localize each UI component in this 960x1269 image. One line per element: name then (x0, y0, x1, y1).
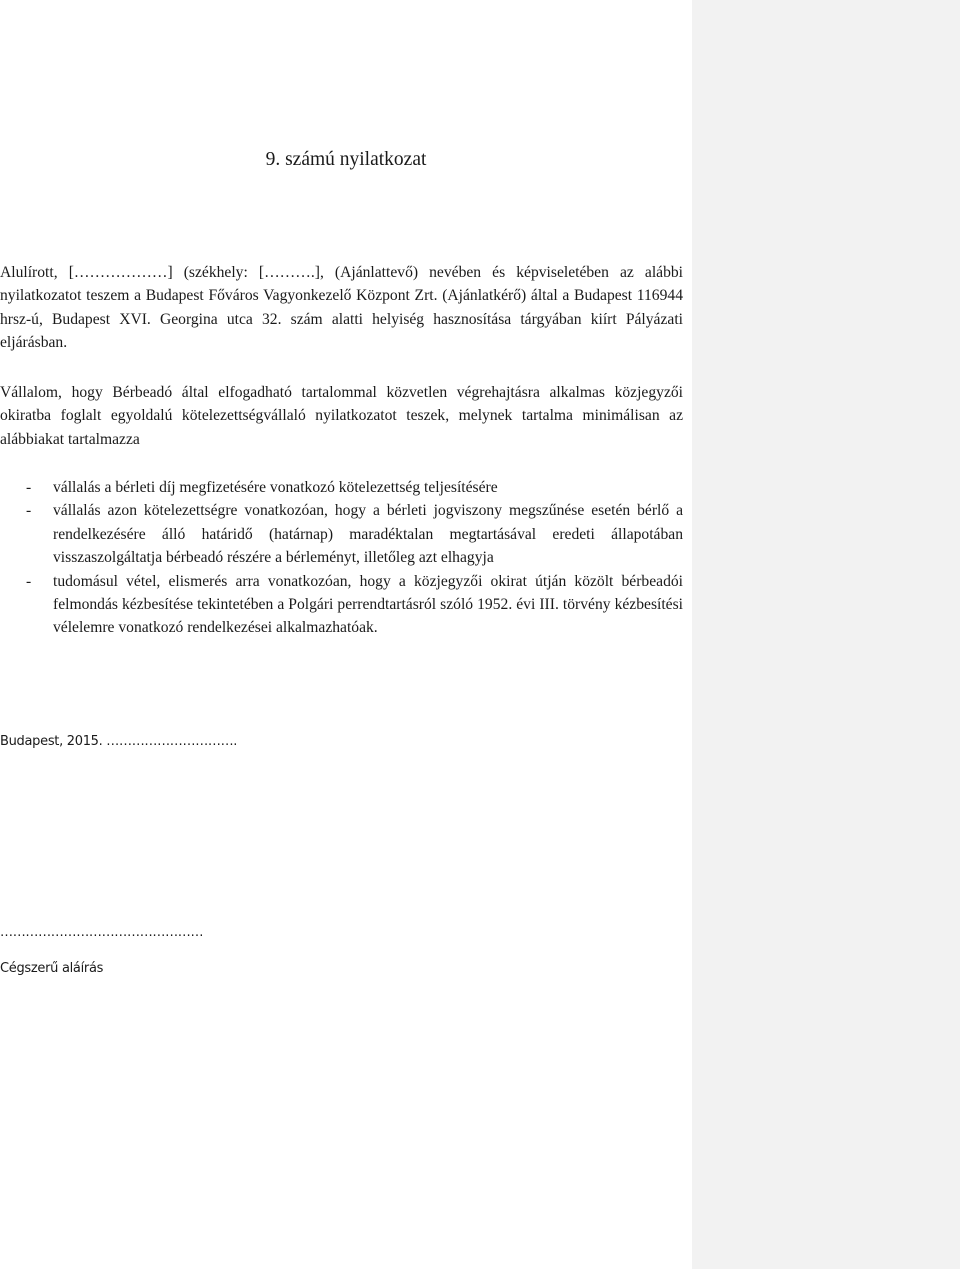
list-item (0, 570, 683, 640)
intro-paragraph: Alulírott, [………………] (székhely: [……….], (Ajánlattevő) nevében és képviseletében az alábbi nyilatkozatot teszem a Budapest Főváros Vagyonkezelő Központ Zrt. (Ajánlatkérő) által a Budapest 116944 hrsz-ú, Budapest XVI. Georgina utca 32. szám alatti helyiség hasznosítása tárgyában kiírt Pályázati eljárásban. (0, 264, 683, 352)
list-item-text: vállalás azon kötelezettségre vonatkozóan, hogy a bérleti jogviszony megszűnése esetén bérlő a rendelkezésére álló határidő (határnap) maradéktalan megtartásával eredeti állapotában visszaszolgáltatja bérbeadó részére a bérleményt, illetőleg azt elhagyja (53, 502, 683, 567)
signature-line: ………………………………………… (0, 925, 204, 940)
commitment-list (0, 476, 683, 640)
comment-margin-pane (692, 0, 960, 1269)
list-dash: - (26, 502, 32, 520)
list-item-text: vállalás a bérleti díj megfizetésére vonatkozó kötelezettség teljesítésére (53, 479, 498, 496)
list-dash: - (26, 572, 32, 590)
list-item-text: tudomásul vétel, elismerés arra vonatkozóan, hogy a közjegyzői okirat útján közölt bérbeadói felmondás kézbesítése tekintetében a Polgári perrendtartásról szóló 1952. évi III. törvény kézbesítési vélelemre vonatkozó rendelkezései alkalmazhatóak. (53, 572, 683, 637)
commitment-paragraph: Vállalom, hogy Bérbeadó által elfogadható tartalommal közvetlen végrehajtásra alkalmas közjegyzői okiratba foglalt egyoldalú kötelezettségvállaló nyilatkozatot teszek, melynek tartalma minimálisan az alábbiakat tartalmazza (0, 384, 683, 448)
list-item (0, 499, 683, 569)
date-line: Budapest, 2015. …………………………. (0, 734, 238, 749)
signature-label: Cégszerű aláírás (0, 961, 104, 976)
list-item (0, 476, 683, 499)
list-dash: - (26, 479, 32, 496)
document-title: 9. számú nyilatkozat (265, 149, 427, 170)
